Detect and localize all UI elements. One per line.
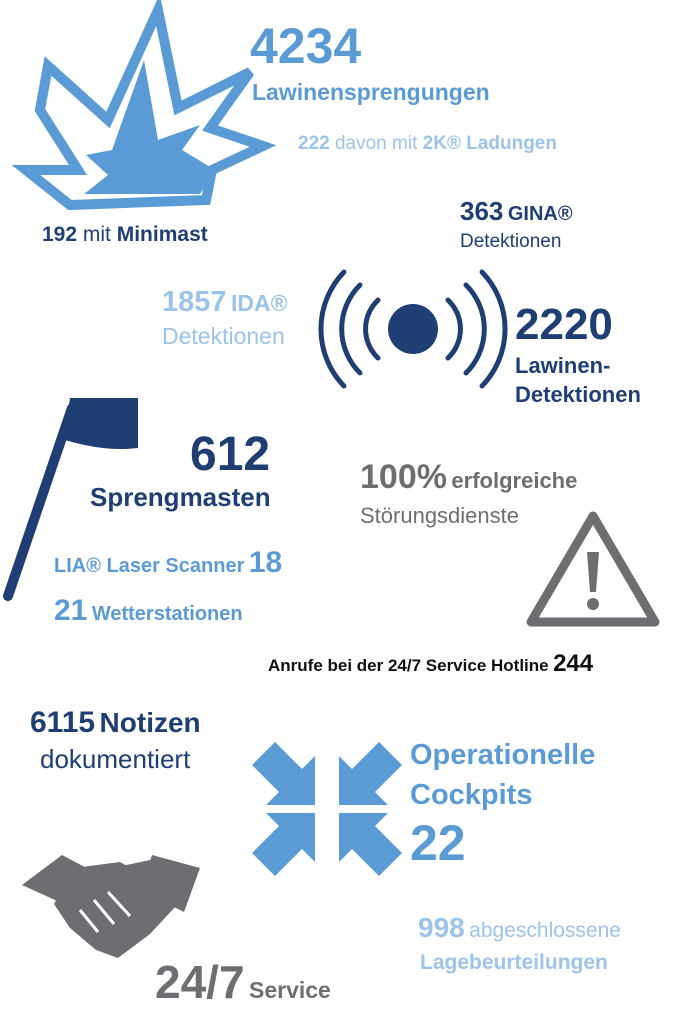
hotline-label: Anrufe bei der 24/7 Service Hotline <box>268 656 549 675</box>
assessments-line <box>418 912 621 944</box>
weather-count: 21 <box>54 594 88 627</box>
weather-label: Wetterstationen <box>91 603 243 625</box>
lia-label: LIA® Laser Scanner <box>54 555 245 577</box>
minimast-label: Minimast <box>116 223 208 246</box>
gina-sub: Detektionen <box>460 231 562 252</box>
fault-label: erfolgreiche <box>451 468 578 493</box>
gina-label: GINA® <box>507 203 573 225</box>
cockpits-label-1: Operationelle <box>410 739 596 771</box>
assessments-label: Lagebeurteilungen <box>420 951 608 974</box>
service-label: Service <box>248 977 331 1003</box>
ida-label: IDA® <box>230 290 288 316</box>
blasting-total: 4234 <box>250 18 362 74</box>
hotline-count: 244 <box>553 650 594 677</box>
assessments-text: abgeschlossene <box>469 919 621 942</box>
minimast-text: mit <box>82 223 111 246</box>
twok-label: 2K® Ladungen <box>422 133 557 154</box>
twok-text: davon mit <box>334 133 418 154</box>
detection-total-label-2: Detektionen <box>515 382 641 407</box>
service-value: 24/7 <box>155 956 245 1008</box>
cockpits-label-2: Cockpits <box>410 779 533 811</box>
fault-percent: 100% <box>360 458 447 496</box>
twok-count: 222 <box>298 133 330 154</box>
fault-sub: Störungsdienste <box>360 503 519 528</box>
service-line <box>155 955 331 1009</box>
notes-count: 6115 <box>30 706 96 739</box>
lia-count: 18 <box>248 546 283 579</box>
detection-total-label-1: Lawinen- <box>515 353 611 378</box>
ida-sub: Detektionen <box>162 323 285 349</box>
masts-label: Sprengmasten <box>90 482 271 512</box>
minimast-count: 192 <box>42 223 78 246</box>
notes-label: Notizen <box>99 707 201 738</box>
detection-total: 2220 <box>515 300 613 349</box>
ida-count: 1857 <box>162 286 227 318</box>
blasting-total-label: Lawinensprengungen <box>252 79 490 105</box>
notes-sub: dokumentiert <box>40 744 191 774</box>
assessments-count: 998 <box>418 912 465 943</box>
gina-count: 363 <box>460 196 504 226</box>
cockpits-count: 22 <box>410 815 466 871</box>
masts-count: 612 <box>190 428 271 481</box>
